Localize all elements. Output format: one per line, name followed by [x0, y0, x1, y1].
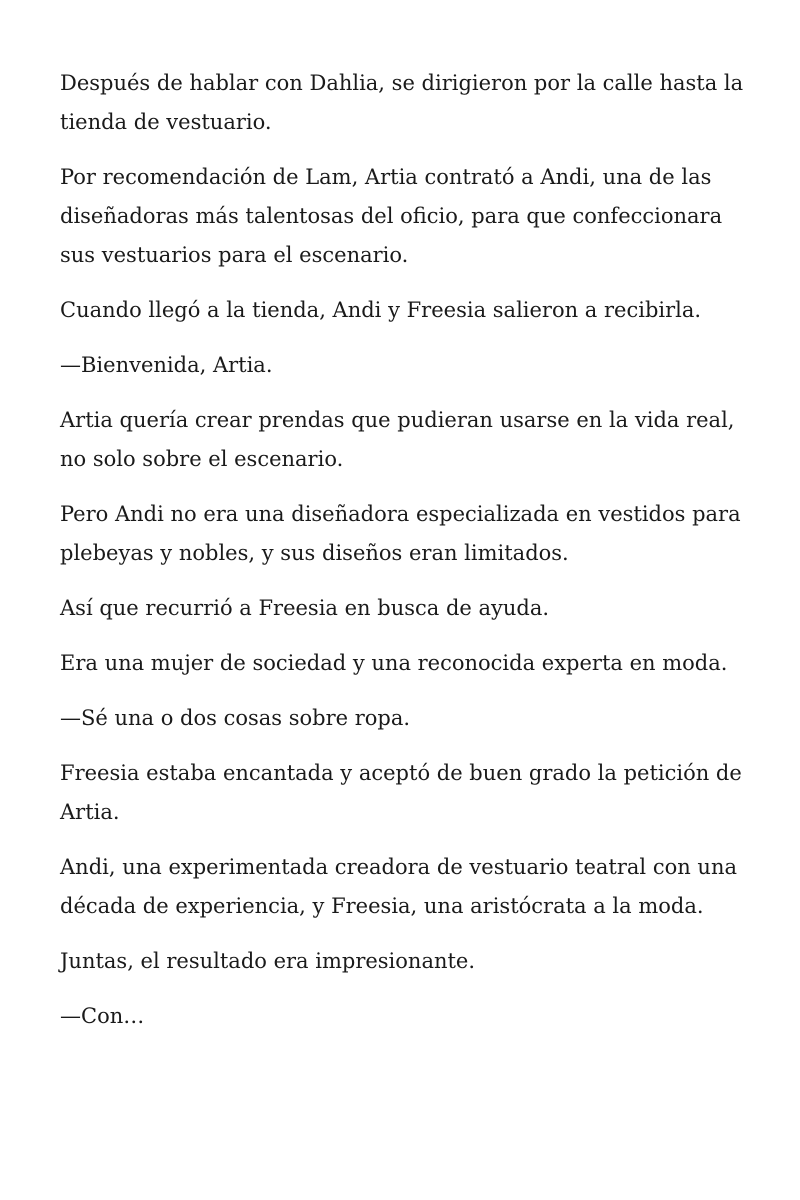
paragraph: Andi, una experimentada creadora de vestuario teatral con una década de experiencia, y Freesia, una aristócrata a la moda.	[60, 855, 737, 918]
paragraph: —Bienvenida, Artia.	[60, 353, 273, 377]
paragraph: Artia quería crear prendas que pudieran usarse en la vida real, no solo sobre el escenario.	[60, 408, 735, 471]
paragraph: Por recomendación de Lam, Artia contrató a Andi, una de las diseñadoras más talentosas del oficio, para que confeccionara sus vestuarios para el escenario.	[60, 165, 723, 267]
paragraph: Así que recurrió a Freesia en busca de ayuda.	[60, 596, 550, 620]
paragraph: Cuando llegó a la tienda, Andi y Freesia salieron a recibirla.	[60, 298, 702, 322]
paragraph: Pero Andi no era una diseñadora especializada en vestidos para plebeyas y nobles, y sus diseños eran limitados.	[60, 502, 741, 565]
paragraph: Freesia estaba encantada y aceptó de buen grado la petición de Artia.	[60, 761, 742, 824]
paragraph: Después de hablar con Dahlia, se dirigieron por la calle hasta la tienda de vestuario.	[60, 71, 744, 134]
page-text	[60, 64, 750, 1052]
paragraph: Era una mujer de sociedad y una reconocida experta en moda.	[60, 651, 728, 675]
paragraph: —Sé una o dos cosas sobre ropa.	[60, 706, 411, 730]
paragraph: Juntas, el resultado era impresionante.	[60, 949, 476, 973]
paragraph: —Con…	[60, 1004, 145, 1028]
